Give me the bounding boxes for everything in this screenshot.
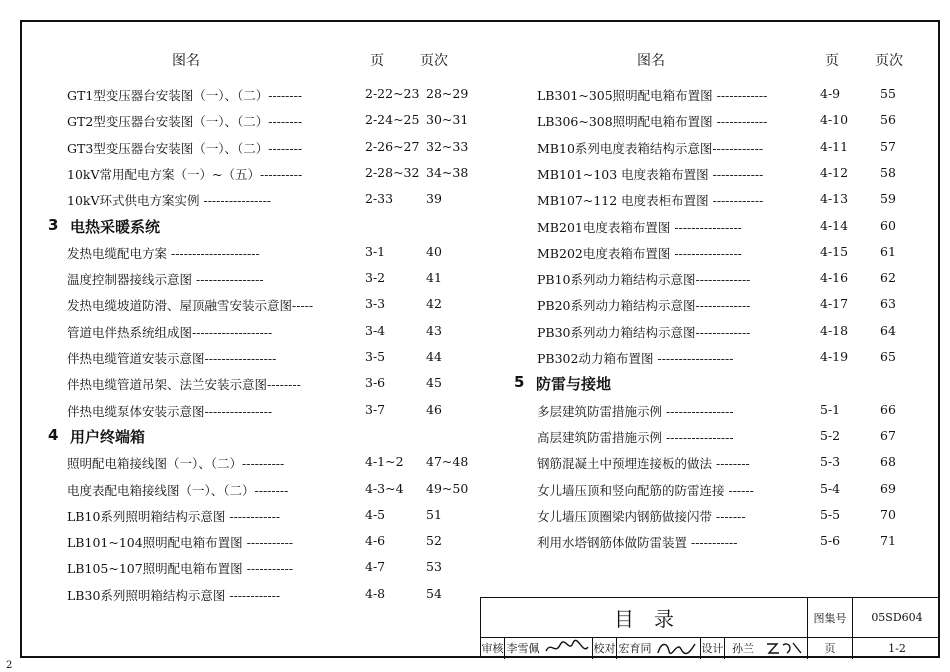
toc-entry-page: 3-2 [365, 270, 386, 286]
toc-entry-title: PB20系列动力箱结构示意图------------- [537, 298, 751, 314]
toc-entry-page: 5-3 [820, 454, 841, 470]
toc-entry-page: 5-6 [820, 533, 841, 549]
toc-entry-title: PB30系列动力箱结构示意图------------- [537, 324, 751, 340]
toc-entry-title: 伴热电缆泵体安装示意图---------------- [67, 403, 273, 419]
toc-entry-title: LB105~107照明配电箱布置图 ----------- [67, 561, 294, 577]
toc-entry-index: 65 [880, 349, 896, 364]
toc-entry [67, 244, 466, 264]
toc-entry [67, 349, 466, 369]
toc-entry-page: 4-9 [820, 86, 841, 101]
toc-entry-title: MB101~103 电度表箱布置图 ------------ [537, 166, 764, 182]
toc-entry-title: 10kV环式供电方案实例 ---------------- [67, 193, 272, 209]
toc-entry-page: 4-10 [820, 112, 849, 128]
toc-entry-index: 42 [426, 296, 442, 312]
toc-entry-index: 55 [880, 86, 896, 101]
toc-entry-index: 40 [426, 243, 442, 259]
toc-entry-index: 58 [880, 164, 896, 180]
toc-entry [537, 139, 920, 159]
title-block [480, 597, 940, 658]
toc-entry-page: 2-26~27 [365, 138, 420, 154]
toc-entry-index: 64 [880, 322, 896, 338]
toc-entry-title: 10kV常用配电方案（一）~（五）---------- [67, 166, 303, 182]
toc-entry-title: 女儿墙压顶圈梁内钢筋做接闪带 ------- [537, 508, 746, 524]
toc-entry-index: 28~29 [426, 86, 469, 101]
toc-entry-title: 多层建筑防雷措施示例 ---------------- [537, 403, 734, 419]
section-number: 5 [514, 373, 525, 392]
toc-entry [67, 507, 466, 527]
proofer-name: 宏育同 [618, 642, 652, 655]
toc-entry-title: 钢筋混凝土中预埋连接板的做法 -------- [537, 456, 750, 472]
toc-entry [67, 480, 469, 501]
designer-name: 孙兰 [732, 642, 754, 655]
design-label: 设计 [701, 637, 725, 659]
toc-entry-page: 4-15 [820, 243, 849, 259]
toc-entry-index: 53 [426, 559, 442, 575]
header-right-page: 页 [825, 53, 839, 69]
toc-entry-title: GT1型变压器台安装图（一）、（二）-------- [67, 88, 303, 103]
toc-entry-page: 4-3~4 [365, 480, 404, 496]
toc-entry-page: 4-13 [820, 191, 849, 207]
toc-entry-page: 3-1 [365, 243, 386, 259]
toc-entry [67, 402, 466, 422]
toc-entry [67, 270, 466, 290]
toc-entry [537, 86, 920, 106]
toc-entry-index: 66 [880, 401, 896, 417]
toc-entry-title: LB301~305照明配电箱布置图 ------------ [537, 88, 768, 103]
toc-entry-index: 49~50 [426, 480, 469, 496]
toc-entry-index: 43 [426, 322, 442, 338]
toc-entry-title: 伴热电缆管道吊架、法兰安装示意图-------- [67, 377, 301, 393]
toc-entry [67, 454, 469, 474]
toc-entry [67, 191, 466, 211]
toc-entry-index: 51 [426, 506, 442, 522]
toc-entry-page: 5-1 [820, 401, 841, 417]
toc-entry-page: 3-7 [365, 401, 386, 417]
proofer-signature [653, 637, 701, 659]
toc-entry [67, 586, 466, 606]
section-label: 电热采暖系统 [70, 217, 161, 236]
toc-entry-page: 3-3 [365, 296, 386, 312]
toc-entry-index: 60 [880, 217, 896, 233]
toc-entry [537, 244, 920, 264]
toc-entry [537, 533, 920, 553]
toc-entry-title: LB101~104照明配电箱布置图 ----------- [67, 535, 294, 551]
toc-entry-page: 4-7 [365, 559, 386, 575]
toc-entry-index: 57 [880, 138, 896, 154]
toc-entry [67, 323, 466, 343]
toc-entry [537, 454, 920, 474]
toc-entry-page: 4-17 [820, 296, 849, 312]
toc-entry [537, 428, 920, 448]
toc-entry-title: MB10系列电度表箱结构示意图------------ [537, 140, 764, 156]
toc-entry-page: 3-4 [365, 322, 386, 338]
toc-entry-title: GT2型变压器台安装图（一）、（二）-------- [67, 114, 303, 130]
toc-entry-index: 46 [426, 401, 442, 417]
toc-entry-title: LB30系列照明箱结构示意图 ------------ [67, 587, 281, 603]
toc-entry-page: 4-19 [820, 349, 849, 364]
toc-entry-index: 68 [880, 454, 896, 470]
toc-entry-index: 52 [426, 533, 442, 549]
toc-entry-title: 电度表配电箱接线图（一）、（二）-------- [67, 482, 289, 498]
toc-entry [67, 112, 469, 132]
toc-entry-title: PB10系列动力箱结构示意图------------- [537, 272, 751, 288]
toc-entry [67, 164, 469, 185]
toc-entry-title: 发热电缆配电方案 --------------------- [67, 245, 260, 261]
toc-entry-index: 47~48 [426, 454, 469, 470]
page-number: 1-2 [888, 641, 906, 655]
toc-entry-title: MB202电度表箱布置图 ---------------- [537, 245, 742, 261]
toc-entry-page: 2-24~25 [365, 112, 420, 128]
toc-entry-index: 63 [880, 296, 896, 312]
toc-entry-page: 5-2 [820, 427, 841, 443]
toc-entry-page: 4-8 [365, 585, 386, 601]
section-label: 用户终端箱 [70, 427, 146, 446]
toc-entry [537, 296, 920, 316]
toc-entry-title: LB306~308照明配电箱布置图 ------------ [537, 114, 768, 130]
toc-entry-index: 34~38 [426, 164, 469, 180]
toc-entry-index: 54 [426, 585, 442, 601]
toc-entry-index: 56 [880, 112, 896, 128]
toc-entry-index: 32~33 [426, 138, 469, 154]
toc-entry-page: 5-4 [820, 480, 841, 496]
section-number: 4 [48, 425, 59, 444]
header-left-page: 页 [370, 53, 384, 69]
reviewer-signature [541, 637, 593, 659]
toc-entry-index: 44 [426, 349, 442, 364]
toc-entry-index: 71 [880, 533, 896, 549]
toc-entry-index: 67 [880, 427, 896, 443]
atlas-label: 图集号 [808, 598, 853, 637]
toc-entry [537, 165, 920, 185]
toc-entry-index: 61 [880, 243, 896, 259]
toc-entry [537, 270, 920, 290]
toc-entry-page: 4-18 [820, 322, 849, 338]
toc-entry [537, 507, 920, 527]
atlas-number: 05SD604 [871, 611, 923, 624]
page-label: 页 [808, 637, 853, 659]
toc-entry-title: MB201电度表箱布置图 ---------------- [537, 219, 742, 235]
toc-entry [537, 218, 920, 238]
toc-entry-page: 4-6 [365, 533, 386, 549]
header-right-name: 图名 [637, 53, 665, 69]
toc-entry-title: LB10系列照明箱结构示意图 ------------ [67, 508, 281, 524]
toc-entry-title: GT3型变压器台安装图（一）、（二）-------- [67, 140, 303, 156]
toc-entry-title: 伴热电缆管道安装示意图----------------- [67, 351, 277, 366]
toc-entry-title: 温度控制器接线示意图 ---------------- [67, 272, 264, 288]
section-number: 3 [48, 215, 59, 234]
proof-label: 校对 [593, 637, 617, 659]
toc-entry-index: 41 [426, 270, 442, 286]
toc-entry [67, 296, 466, 316]
toc-entry-title: MB107~112 电度表柜布置图 ------------ [537, 193, 764, 209]
designer-signature [761, 637, 808, 659]
review-label: 审核 [481, 637, 505, 659]
toc-entry-page: 4-16 [820, 270, 849, 286]
toc-entry-index: 45 [426, 375, 442, 391]
header-left-index: 页次 [420, 53, 448, 69]
toc-entry-page: 2-22~23 [365, 86, 420, 101]
toc-entry-title: 发热电缆坡道防滑、屋顶融雪安装示意图----- [67, 298, 314, 314]
toc-entry [537, 481, 920, 501]
toc-entry-title: 利用水塔钢筋体做防雷装置 ----------- [537, 535, 738, 551]
toc-entry [537, 349, 920, 369]
toc-entry-page: 3-6 [365, 375, 386, 391]
toc-entry [537, 112, 920, 132]
toc-entry-index: 62 [880, 270, 896, 286]
toc-entry-index: 70 [880, 506, 896, 522]
toc-entry-title: 女儿墙压顶和竖向配筋的防雷连接 ------ [537, 482, 754, 498]
reviewer-name: 李雪佩 [506, 642, 540, 655]
toc-entry-index: 39 [426, 191, 442, 207]
toc-entry [67, 533, 466, 553]
toc-entry-index: 69 [880, 480, 896, 496]
toc-entry-index: 30~31 [426, 112, 469, 128]
toc-entry-title: 照明配电箱接线图（一）、（二）---------- [67, 456, 285, 472]
toc-entry-title: 高层建筑防雷措施示例 ---------------- [537, 429, 734, 445]
toc-entry-page: 3-5 [365, 349, 386, 364]
toc-entry-page: 4-14 [820, 217, 849, 233]
toc-entry [537, 323, 920, 343]
section-label: 防雷与接地 [536, 375, 612, 394]
toc-entry-page: 2-28~32 [365, 164, 420, 180]
toc-entry [537, 191, 920, 211]
toc-entry-page: 5-5 [820, 506, 841, 522]
title-block-title: 目 录 [481, 598, 808, 637]
toc-entry [67, 559, 466, 579]
toc-entry-page: 4-12 [820, 164, 849, 180]
toc-entry-page: 4-11 [820, 138, 849, 154]
toc-entry-title: 管道电伴热系统组成图------------------- [67, 324, 273, 340]
toc-entry [537, 402, 920, 422]
toc-entry [67, 375, 466, 395]
toc-entry-title: PB302动力箱布置图 ------------------ [537, 351, 734, 366]
header-left-name: 图名 [172, 53, 200, 69]
toc-entry-page: 4-1~2 [365, 454, 404, 470]
toc-entry [67, 138, 469, 159]
toc-entry-page: 2-33 [365, 191, 394, 207]
header-right-index: 页次 [875, 53, 903, 69]
toc-entry [67, 86, 469, 106]
toc-entry-page: 4-5 [365, 506, 386, 522]
toc-entry-index: 59 [880, 191, 896, 207]
footer-page-number: 2 [6, 660, 13, 671]
